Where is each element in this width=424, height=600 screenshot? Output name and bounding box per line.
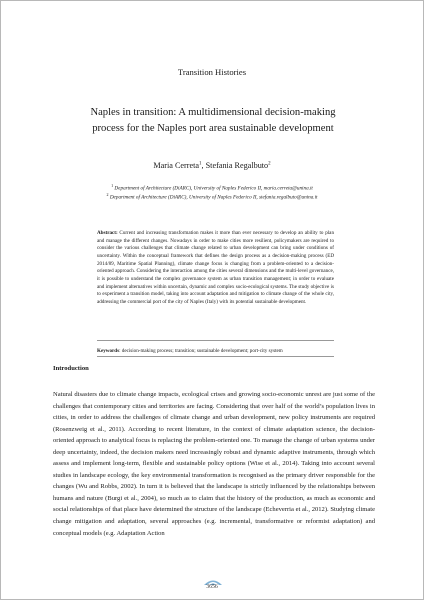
journal-logo-icon [203,574,223,584]
abstract [97,230,334,307]
author-name: Stefania Regalbuto [205,161,269,170]
affiliation-mark: 2 [106,192,109,197]
keywords [97,348,334,354]
keywords-divider [97,356,334,357]
author-separator: , [201,161,206,170]
introduction-heading: Introduction [53,365,89,372]
introduction-body: Natural disasters due to climate change impacts, ecological crises and growing socio-economic unrest are just some of the challenges that contemporary cities and territories are facing. Considering that over half of the world’s population lives in cities, in order to address the challenges of climate change and urban development, new policy instruments are required (Rosenzweig et al., 2011). According to recent literature, in the context of climate adaptation science, the decision-oriented approach to analytical focus is replacing the problem-oriented one. To manage the change of urban systems under deep uncertainty, indeed, the decision makers need increasingly robust and dynamic adaptive instruments, through which assess and implement long-term, flexible and sustainable policy options (Wise et al., 2014). Taking into account several studies in landscape ecology, the key environmental transformation is recognised as the primary driver responsible for the changes (Wu and Robbs, 2002). In turn it is believed that the landscape is strictly influenced by the relationships between humans and nature (Burgi et al., 2004), so much as to claim that the history of the production, as much as economic and social relationships of that place have determined the structure of the landscape (Echeverria et al., 2012). Studying climate change mitigation and adaptation, several approaches (e.g. incremental, transformative or reformist adaptation) and conceptual models (e.g. Adaptation Action [53,391,375,537]
author-mark: 2 [268,161,271,167]
author-mark: 1 [199,161,202,167]
affiliation-text: Department of Architecture (DiARC), University of Naples Federico II, stefania.regalbuto@unina.it [108,194,318,201]
affiliation-1 [1,183,423,192]
abstract-label: Abstract: [97,230,118,236]
keywords-text: : decision-making process; transition; sustainable development; port-city system [119,348,283,354]
affiliation-2 [1,192,423,201]
page-number: 3656 [206,584,218,590]
keywords-label: Keywords [97,348,120,354]
affiliation-mark: 1 [111,183,114,188]
affiliation-text: Department of Architecture (DiARC), University of Naples Federico II, maria.cerreta@unina.it [113,185,313,192]
section-label: Transition Histories [177,67,247,77]
author-name: Maria Cerreta [153,161,200,170]
abstract-text: Current and increasing transformation makes it more than ever necessary to develop an ability to plan and manage the different changes. Nowadays in order to make cities more resilient, policymakers are required to consider the various challenges that climate change related to urban development can bring under conditions of uncertainty. Within the conceptual framework that defines the design process as a decision-making process (ED 2014/89, Maritime Spatial Planning), climate change focus is changing from a problem-oriented to a decision-oriented approach. Considering the interaction among the cities several dimensions and the multi-level governance, it is possible to understand the complex governance system as urban transition management; in order to evaluate and implement alternatives within uncertain, dynamic and complex socio-ecological systems. The study objective is to experiment a transition model, taking into account adaptation and mitigation to climate change of the whole city, addressing the commercial port of the city of Naples (Italy) with its potential sustainable development. [97,230,334,305]
paper-title: Naples in transition: A multidimensional decision-making process for the Naples port area sustainable development [90,107,336,134]
abstract-divider [97,340,334,341]
author-line [1,161,423,170]
